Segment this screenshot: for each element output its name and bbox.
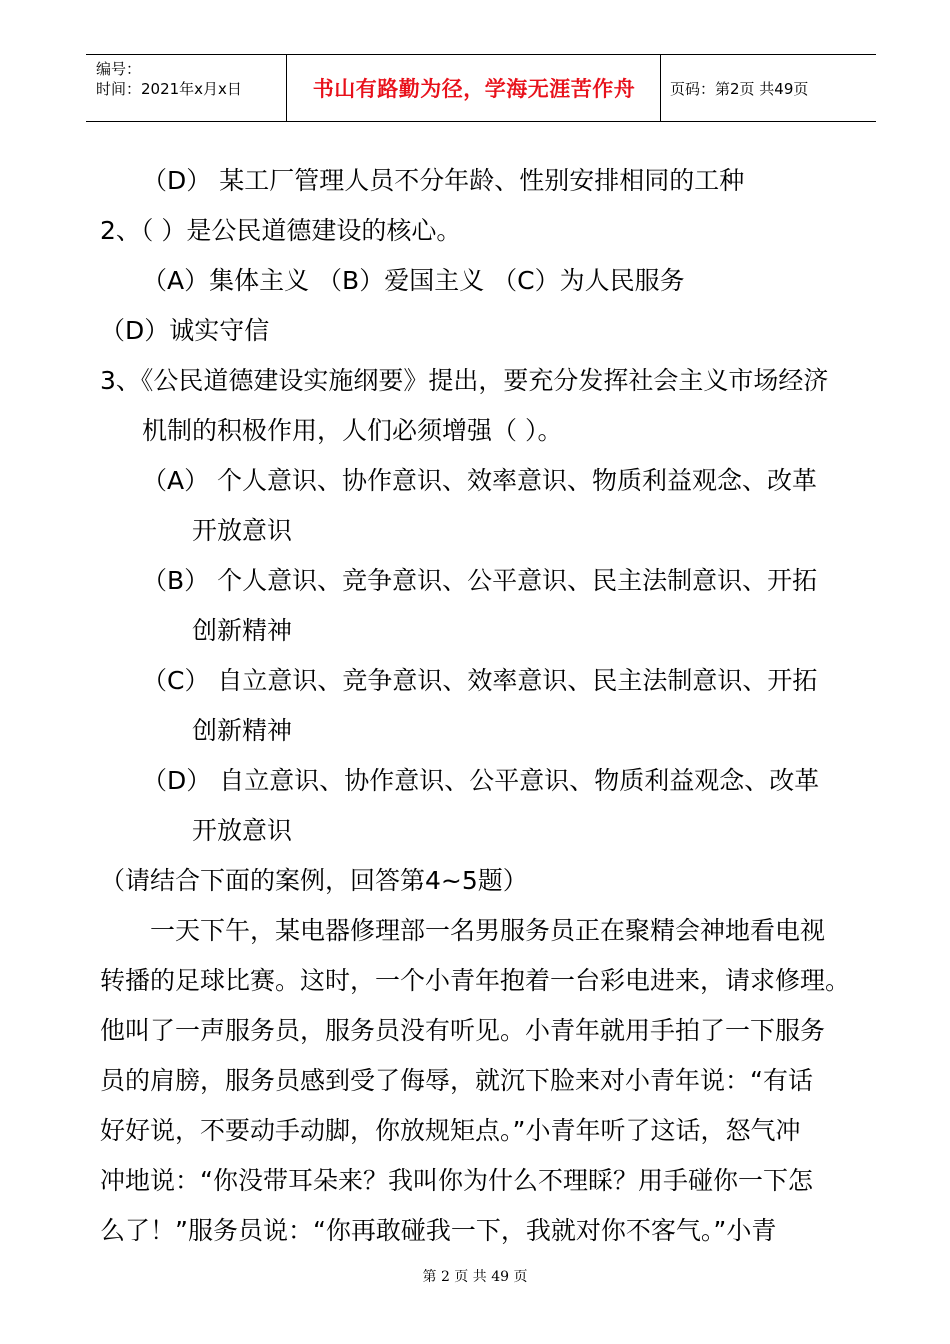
case-paragraph-line2: 转播的足球比赛。这时，一个小青年抱着一台彩电进来，请求修理。 — [100, 966, 851, 995]
q3-option-c-line2: 创新精神 — [192, 716, 293, 745]
header-divider-left — [286, 55, 287, 121]
header-divider-right — [660, 55, 661, 121]
q2-stem: 2、（ ）是公民道德建设的核心。 — [100, 216, 462, 245]
q3-option-d-line1: （D） 自立意识、协作意识、公平意识、物质利益观念、改革 — [142, 766, 820, 795]
case-paragraph-line6: 冲地说：“你没带耳朵来？我叫你为什么不理睬？用手碰你一下怎 — [100, 1166, 813, 1195]
q1-option-d: （D） 某工厂管理人员不分年龄、性别安排相同的工种 — [142, 166, 745, 195]
case-paragraph-line1: 一天下午，某电器修理部一名男服务员正在聚精会神地看电视 — [150, 916, 826, 945]
q3-stem-line1: 3、《公民道德建设实施纲要》提出，要充分发挥社会主义市场经济 — [100, 366, 829, 395]
header-meta — [96, 59, 242, 99]
time-label: 时间：2021年x月x日 — [96, 80, 242, 98]
q3-option-b-line1: （B） 个人意识、竞争意识、公平意识、民主法制意识、开拓 — [142, 566, 818, 595]
code-label: 编号： — [96, 60, 142, 78]
header-motto: 书山有路勤为径，学海无涯苦作舟 — [312, 77, 636, 101]
case-instruction: （请结合下面的案例，回答第4~5题） — [100, 866, 528, 895]
q3-option-a-line1: （A） 个人意识、协作意识、效率意识、物质利益观念、改革 — [142, 466, 818, 495]
q2-option-d: （D）诚实守信 — [100, 316, 270, 345]
header-page-info: 页码：第2页 共49页 — [670, 79, 809, 98]
page-header — [86, 54, 876, 122]
case-paragraph-line7: 么了！”服务员说：“你再敢碰我一下，我就对你不客气。”小青 — [100, 1216, 777, 1245]
case-paragraph-line5: 好好说，不要动手动脚，你放规矩点。”小青年听了这话，怒气冲 — [100, 1116, 801, 1145]
case-paragraph-line4: 员的肩膀，服务员感到受了侮辱，就沉下脸来对小青年说：“有话 — [100, 1066, 813, 1095]
q3-option-d-line2: 开放意识 — [192, 816, 293, 845]
case-paragraph-line3: 他叫了一声服务员，服务员没有听见。小青年就用手拍了一下服务 — [100, 1016, 826, 1045]
q3-stem-line2: 机制的积极作用，人们必须增强（ ）。 — [142, 416, 563, 445]
q3-option-a-line2: 开放意识 — [192, 516, 293, 545]
q3-option-c-line1: （C） 自立意识、竞争意识、效率意识、民主法制意识、开拓 — [142, 666, 818, 695]
q3-option-b-line2: 创新精神 — [192, 616, 293, 645]
page-footer: 第 2 页 共 49 页 — [422, 1269, 528, 1285]
q2-options-abc: （A）集体主义 （B）爱国主义 （C）为人民服务 — [142, 266, 685, 295]
